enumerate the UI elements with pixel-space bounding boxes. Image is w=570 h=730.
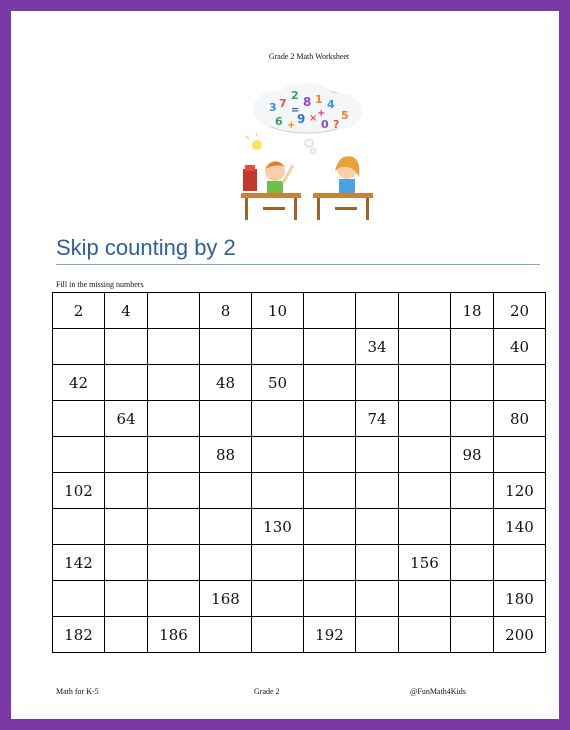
grid-cell-blank[interactable]: [148, 401, 200, 437]
grid-cell-blank[interactable]: [53, 437, 105, 473]
school-desks: [241, 193, 373, 220]
grid-cell-blank[interactable]: [200, 473, 252, 509]
grid-cell-number: 18: [451, 293, 494, 329]
grid-cell-blank[interactable]: [53, 581, 105, 617]
grid-cell-blank[interactable]: [105, 617, 148, 653]
grid-cell-blank[interactable]: [148, 581, 200, 617]
svg-text:0: 0: [321, 118, 329, 131]
grid-cell-blank[interactable]: [105, 329, 148, 365]
grid-cell-blank[interactable]: [399, 509, 451, 545]
grid-cell-number: 50: [252, 365, 304, 401]
grid-cell-blank[interactable]: [252, 329, 304, 365]
grid-cell-blank[interactable]: [399, 401, 451, 437]
grid-cell-number: 102: [53, 473, 105, 509]
grid-row: [53, 329, 546, 365]
grid-cell-number: 186: [148, 617, 200, 653]
grid-cell-number: 88: [200, 437, 252, 473]
grid-cell-blank[interactable]: [105, 437, 148, 473]
grid-cell-number: 2: [53, 293, 105, 329]
grid-cell-blank[interactable]: [148, 329, 200, 365]
grid-cell-blank[interactable]: [451, 365, 494, 401]
grid-cell-number: 80: [494, 401, 546, 437]
grid-cell-blank[interactable]: [252, 437, 304, 473]
grid-cell-number: 40: [494, 329, 546, 365]
grid-cell-blank[interactable]: [304, 509, 356, 545]
footer-handle: @FunMath4Kids: [410, 687, 466, 696]
grid-cell-blank[interactable]: [304, 329, 356, 365]
grid-cell-blank[interactable]: [53, 401, 105, 437]
grid-cell-blank[interactable]: [105, 581, 148, 617]
grid-cell-number: 64: [105, 401, 148, 437]
grid-row: [53, 617, 546, 653]
grid-cell-blank[interactable]: [200, 545, 252, 581]
grid-cell-blank[interactable]: [304, 545, 356, 581]
grid-cell-blank[interactable]: [148, 509, 200, 545]
grid-cell-number: 20: [494, 293, 546, 329]
grid-cell-blank[interactable]: [399, 473, 451, 509]
grid-cell-number: 48: [200, 365, 252, 401]
grid-cell-blank[interactable]: [200, 617, 252, 653]
grid-row: [53, 509, 546, 545]
grid-cell-blank[interactable]: [356, 437, 399, 473]
grid-cell-blank[interactable]: [399, 293, 451, 329]
grid-row: [53, 545, 546, 581]
grid-cell-number: 4: [105, 293, 148, 329]
worksheet-header: Grade 2 Math Worksheet: [268, 52, 350, 61]
grid-cell-blank[interactable]: [356, 473, 399, 509]
worksheet-title: Skip counting by 2: [56, 235, 236, 260]
grid-cell-blank[interactable]: [451, 401, 494, 437]
grid-cell-blank[interactable]: [53, 329, 105, 365]
svg-text:7: 7: [279, 97, 287, 110]
grid-cell-number: 142: [53, 545, 105, 581]
grid-cell-blank[interactable]: [53, 509, 105, 545]
svg-text:?: ?: [333, 118, 340, 131]
svg-text:4: 4: [327, 98, 335, 111]
grid-row: [53, 293, 546, 329]
grid-cell-blank[interactable]: [451, 473, 494, 509]
svg-text:9: 9: [297, 112, 306, 126]
grid-cell-blank[interactable]: [451, 509, 494, 545]
kids-math-illustration: [235, 81, 380, 229]
grid-cell-blank[interactable]: [451, 581, 494, 617]
grid-row: [53, 401, 546, 437]
grid-cell-blank[interactable]: [304, 581, 356, 617]
grid-cell-number: 74: [356, 401, 399, 437]
svg-text:2: 2: [291, 89, 299, 102]
footer-left: Math for K-5: [56, 687, 99, 696]
grid-cell-blank[interactable]: [252, 617, 304, 653]
grid-cell-blank[interactable]: [252, 401, 304, 437]
lightbulb-icon: [246, 133, 262, 150]
grid-cell-blank[interactable]: [200, 509, 252, 545]
grid-cell-blank[interactable]: [252, 545, 304, 581]
grid-cell-blank[interactable]: [399, 437, 451, 473]
grid-cell-number: 192: [304, 617, 356, 653]
grid-cell-blank[interactable]: [304, 437, 356, 473]
boy-student-figure: [243, 161, 293, 195]
svg-text:6: 6: [275, 115, 283, 128]
grid-cell-blank[interactable]: [399, 581, 451, 617]
grid-cell-blank[interactable]: [356, 509, 399, 545]
grid-row: [53, 437, 546, 473]
grid-cell-blank[interactable]: [148, 437, 200, 473]
svg-text:=: =: [291, 105, 300, 116]
grid-cell-blank[interactable]: [304, 293, 356, 329]
grid-cell-number: 8: [200, 293, 252, 329]
grid-cell-number: 98: [451, 437, 494, 473]
grid-cell-blank[interactable]: [252, 473, 304, 509]
grid-cell-blank[interactable]: [304, 365, 356, 401]
grid-cell-number: 34: [356, 329, 399, 365]
grid-cell-number: 180: [494, 581, 546, 617]
grid-cell-number: 120: [494, 473, 546, 509]
grid-cell-blank[interactable]: [451, 329, 494, 365]
grid-cell-blank[interactable]: [105, 473, 148, 509]
grid-cell-blank[interactable]: [356, 545, 399, 581]
grid-cell-blank[interactable]: [451, 545, 494, 581]
grid-cell-blank[interactable]: [356, 617, 399, 653]
grid-cell-number: 10: [252, 293, 304, 329]
grid-cell-blank[interactable]: [304, 473, 356, 509]
svg-text:+: +: [287, 120, 296, 131]
grid-cell-blank[interactable]: [494, 365, 546, 401]
grid-cell-blank[interactable]: [494, 545, 546, 581]
grid-cell-number: 42: [53, 365, 105, 401]
grid-cell-blank[interactable]: [399, 617, 451, 653]
grid-cell-blank[interactable]: [399, 329, 451, 365]
grid-cell-blank[interactable]: [148, 473, 200, 509]
grid-cell-blank[interactable]: [494, 437, 546, 473]
grid-cell-number: 182: [53, 617, 105, 653]
footer-grade: Grade 2: [254, 687, 280, 696]
grid-row: [53, 581, 546, 617]
grid-cell-blank[interactable]: [105, 509, 148, 545]
svg-text:5: 5: [341, 109, 349, 122]
grid-row: [53, 365, 546, 401]
grid-cell-blank[interactable]: [356, 365, 399, 401]
worksheet-page: [11, 11, 559, 719]
svg-text:+: +: [317, 108, 326, 119]
grid-cell-blank[interactable]: [399, 365, 451, 401]
svg-text:1: 1: [315, 93, 323, 106]
grid-cell-number: 130: [252, 509, 304, 545]
grid-cell-number: 140: [494, 509, 546, 545]
title-divider: [56, 264, 540, 265]
number-grid: [52, 292, 546, 653]
svg-text:3: 3: [269, 101, 277, 114]
girl-student-figure: [335, 156, 359, 195]
grid-row: [53, 473, 546, 509]
grid-cell-blank[interactable]: [105, 365, 148, 401]
grid-cell-blank[interactable]: [356, 581, 399, 617]
svg-text:8: 8: [303, 95, 312, 109]
grid-cell-number: 200: [494, 617, 546, 653]
grid-cell-blank[interactable]: [252, 581, 304, 617]
grid-cell-blank[interactable]: [356, 293, 399, 329]
grid-cell-blank[interactable]: [304, 401, 356, 437]
grid-cell-blank[interactable]: [148, 293, 200, 329]
thought-cloud: [253, 83, 362, 154]
grid-cell-blank[interactable]: [200, 401, 252, 437]
grid-cell-blank[interactable]: [451, 617, 494, 653]
svg-text:×: ×: [309, 113, 318, 124]
grid-cell-blank[interactable]: [148, 365, 200, 401]
grid-cell-blank[interactable]: [148, 545, 200, 581]
instructions-text: Fill in the missing numbers: [56, 280, 144, 289]
grid-cell-blank[interactable]: [105, 545, 148, 581]
grid-cell-number: 156: [399, 545, 451, 581]
grid-cell-blank[interactable]: [200, 329, 252, 365]
grid-cell-number: 168: [200, 581, 252, 617]
